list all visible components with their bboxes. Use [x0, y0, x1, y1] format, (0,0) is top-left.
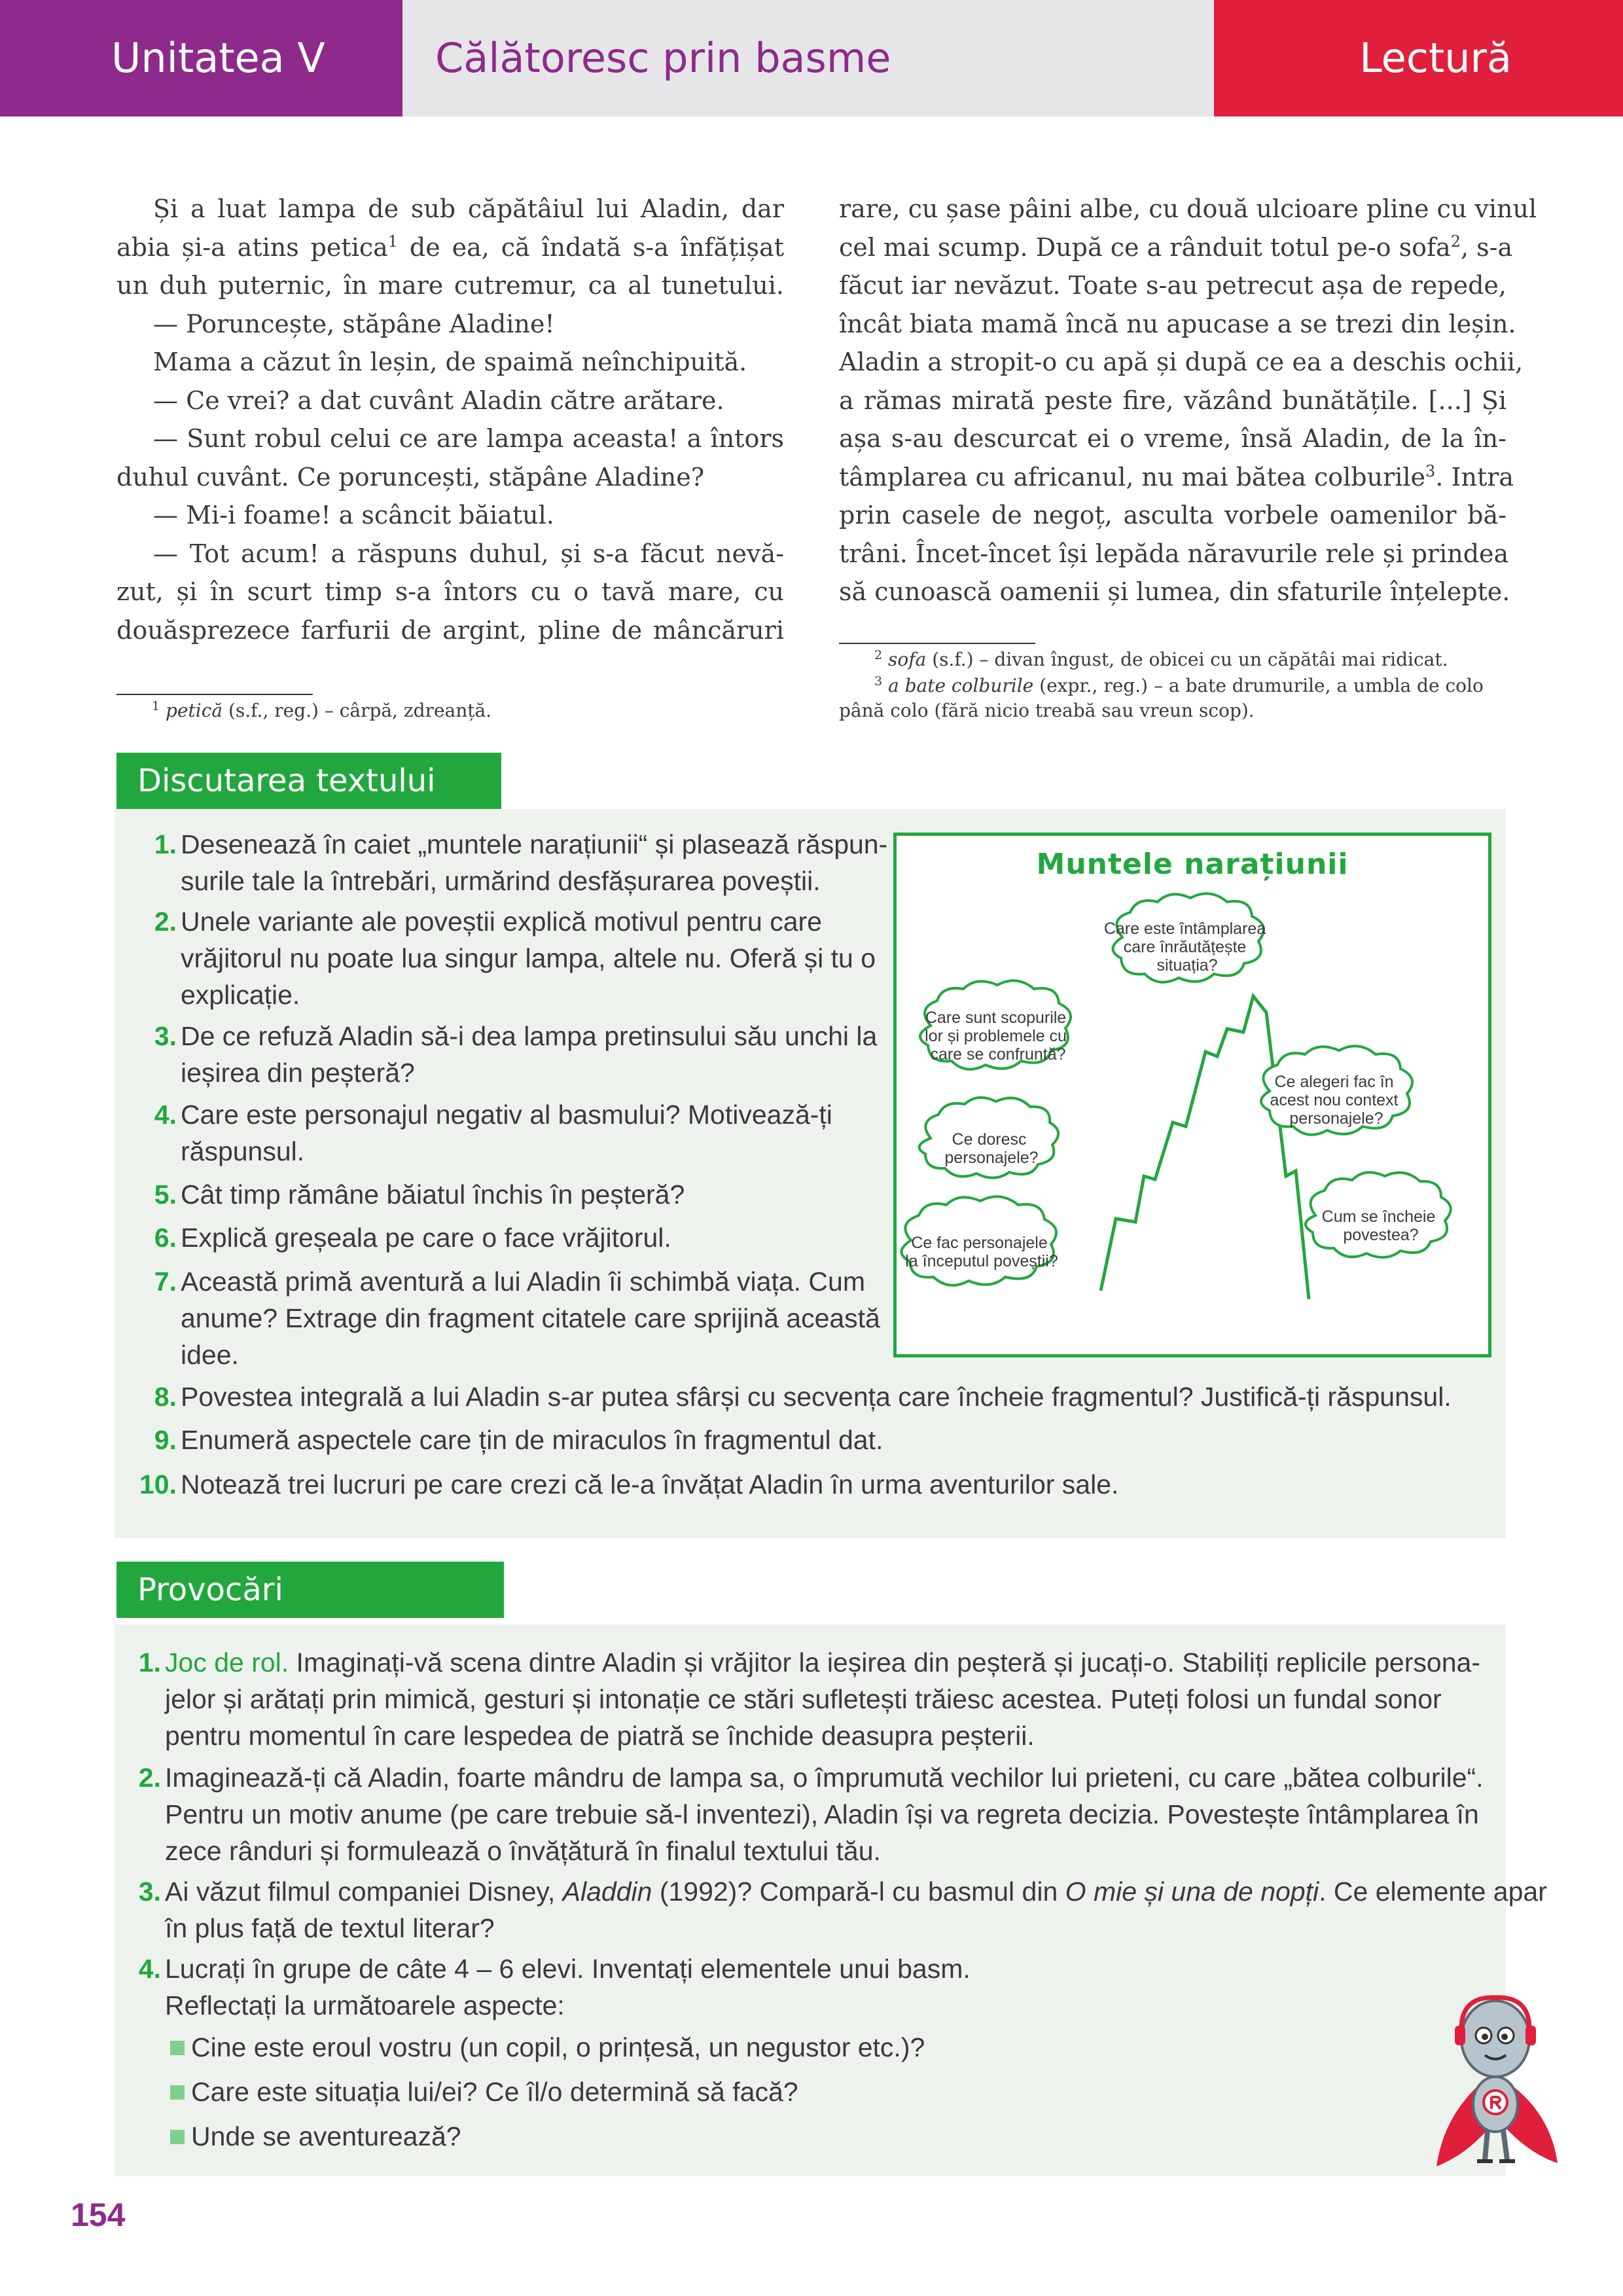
text-line: încât biata mamă încă nu apucase a se trezi din leșin.: [839, 309, 1516, 338]
text-line: zut, și în scurt timp s-a întors cu o tavă mare, cu: [116, 577, 784, 606]
text-line: — Tot acum! a răspuns duhul, și s-a făcut nevă-: [153, 539, 784, 568]
unit-label: Unitatea V: [0, 0, 402, 117]
bullet-icon: [170, 2130, 185, 2144]
bullet-item: Cine este eroul vostru (un copil, o prințesă, un negustor etc.)?: [191, 2032, 925, 2062]
footnote-ref: 3: [1425, 461, 1436, 480]
text-line: duhul cuvânt. Ce poruncești, stăpâne Aladine?: [116, 462, 705, 492]
mountain-line: [1101, 996, 1309, 1299]
cloud-label: Care este întâmplarea care înrăutățește situația?: [1103, 920, 1266, 975]
cloud-label: Cum se încheie povestea?: [1321, 1208, 1436, 1244]
page-number: 154: [71, 2197, 126, 2233]
reading-left-column: [116, 190, 784, 649]
text-line: abia și-a atins petica$^1$ de ea, că îndată s-a înfățișat: [116, 232, 784, 262]
cloud-label: Care sunt scopurile lor și problemele cu care se confruntă?: [925, 1009, 1067, 1064]
chapter-title: Călătoresc prin basme: [402, 0, 1214, 117]
footnote-ref: 2: [1450, 232, 1461, 251]
text-line: făcut iar nevăzut. Toate s-au petrecut așa de repede,: [839, 271, 1507, 300]
text-line: așa s-au descurcat ei o vreme, însă Aladin, de la în-: [839, 424, 1507, 453]
text-line: — Sunt robul celui ce are lampa aceasta! a întors: [153, 424, 784, 453]
cloud-label: Ce doresc personajele?: [944, 1130, 1039, 1167]
footnote-3-continued: până colo (fără nicio treabă sau vreun scop).: [839, 700, 1255, 721]
text-line: cel mai scump. După ce a rânduit totul pe-o sofa$^2$, s-a: [839, 232, 1513, 262]
bullet-item: Care este situația lui/ei? Ce îl/o determină să facă?: [191, 2077, 798, 2107]
narrative-mountain-diagram: [893, 833, 1491, 1357]
cloud-label: Ce alegeri fac în acest nou context personajele?: [1270, 1073, 1399, 1128]
text-line: Și a luat lampa de sub căpătâiul lui Aladin, dar: [153, 194, 784, 223]
bullet-icon: [170, 2085, 185, 2100]
footnote-divider: [839, 643, 1035, 644]
text-line: să cunoască oamenii și lumea, din sfaturile înțelepte.: [839, 577, 1510, 606]
diagram-canvas: [897, 836, 1488, 1354]
section-label: Lectură: [1214, 0, 1623, 117]
page-header: [0, 0, 1623, 117]
bullet-item: Unde se aventurează?: [191, 2121, 461, 2151]
text-line: tâmplarea cu africanul, nu mai bătea colburile$^3$. Intra: [839, 461, 1514, 492]
text-line: — Ce vrei? a dat cuvânt Aladin către arătare.: [153, 386, 724, 415]
footnote-divider: [116, 694, 313, 695]
text-line: a rămas mirată peste fire, văzând bunătățile. [...] Și: [839, 386, 1507, 415]
discussion-heading: Discutarea textului: [116, 753, 501, 809]
challenges-heading: Provocări: [116, 1562, 504, 1618]
text-line: un duh puternic, în mare cutremur, ca al tunetului.: [116, 271, 784, 300]
reading-right-column: [839, 190, 1537, 611]
footnote-2: $^2$ sofa (s.f.) – divan îngust, de obicei cu un căpătâi mai ridicat.: [874, 648, 1448, 670]
text-line: Mama a căzut în leșin, de spaimă neînchipuită.: [153, 348, 747, 376]
cloud-label: Ce fac personajele la începutul poveștii?: [905, 1234, 1058, 1270]
bullet-icon: [170, 2041, 185, 2055]
text-line: rare, cu șase pâini albe, cu două ulcioare pline cu vinul: [839, 194, 1537, 223]
footnote-3: $^3$ a bate colburile (expr., reg.) – a bate drumurile, a umbla de colo: [874, 674, 1484, 696]
text-line: — Mi-i foame! a scâncit băiatul.: [153, 501, 554, 529]
text-line: — Poruncește, stăpâne Aladine!: [153, 309, 555, 338]
footnote-1: $^1$ petică (s.f., reg.) – cârpă, zdreanță.: [152, 699, 492, 721]
text-line: douăsprezece farfurii de argint, pline de mâncăruri: [116, 615, 784, 645]
text-line: Aladin a stropit-o cu apă și după ce ea a deschis ochii,: [839, 348, 1524, 376]
mascot-icon: [1430, 1990, 1561, 2179]
diagram-title: Muntele narațiunii: [1036, 848, 1349, 881]
footnote-ref: 1: [387, 232, 399, 251]
text-line: prin casele de negoț, asculta vorbele oamenilor bă-: [839, 501, 1507, 529]
text-line: trâni. Încet-încet își lepăda năravurile rele și prindea: [839, 539, 1509, 568]
